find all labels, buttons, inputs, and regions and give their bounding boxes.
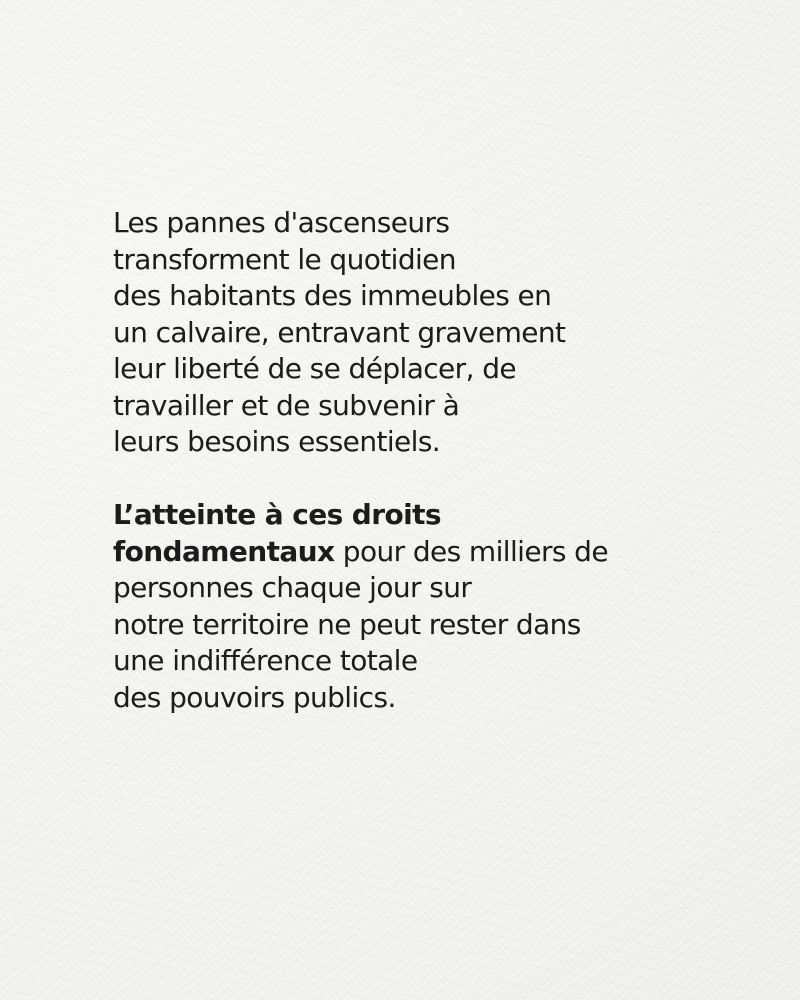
text-line: une indifférence totale bbox=[113, 644, 418, 677]
text-line: des pouvoirs publics. bbox=[113, 680, 396, 714]
text-line: leurs besoins essentiels. bbox=[113, 425, 441, 458]
text-line: Les pannes d'ascenseurs bbox=[113, 206, 450, 239]
paragraph-emphasis bbox=[113, 497, 713, 716]
emphasis-text: L’atteinte à ces droits bbox=[113, 498, 441, 531]
text-line: leur liberté de se déplacer, de bbox=[113, 352, 516, 385]
text-fragment: pour des milliers de bbox=[334, 534, 608, 568]
text-line: personnes chaque jour sur bbox=[113, 571, 472, 604]
text-card bbox=[113, 205, 713, 716]
text-line: des habitants des immeubles en bbox=[113, 279, 552, 312]
text-line: transforment le quotidien bbox=[113, 242, 456, 276]
text-line bbox=[113, 534, 713, 571]
paragraph-intro bbox=[113, 205, 713, 461]
text-line: un calvaire, entravant gravement bbox=[113, 315, 566, 349]
text-line: notre territoire ne peut rester dans bbox=[113, 607, 581, 641]
text-line: travailler et de subvenir à bbox=[113, 388, 460, 422]
emphasis-text: fondamentaux bbox=[113, 534, 335, 568]
